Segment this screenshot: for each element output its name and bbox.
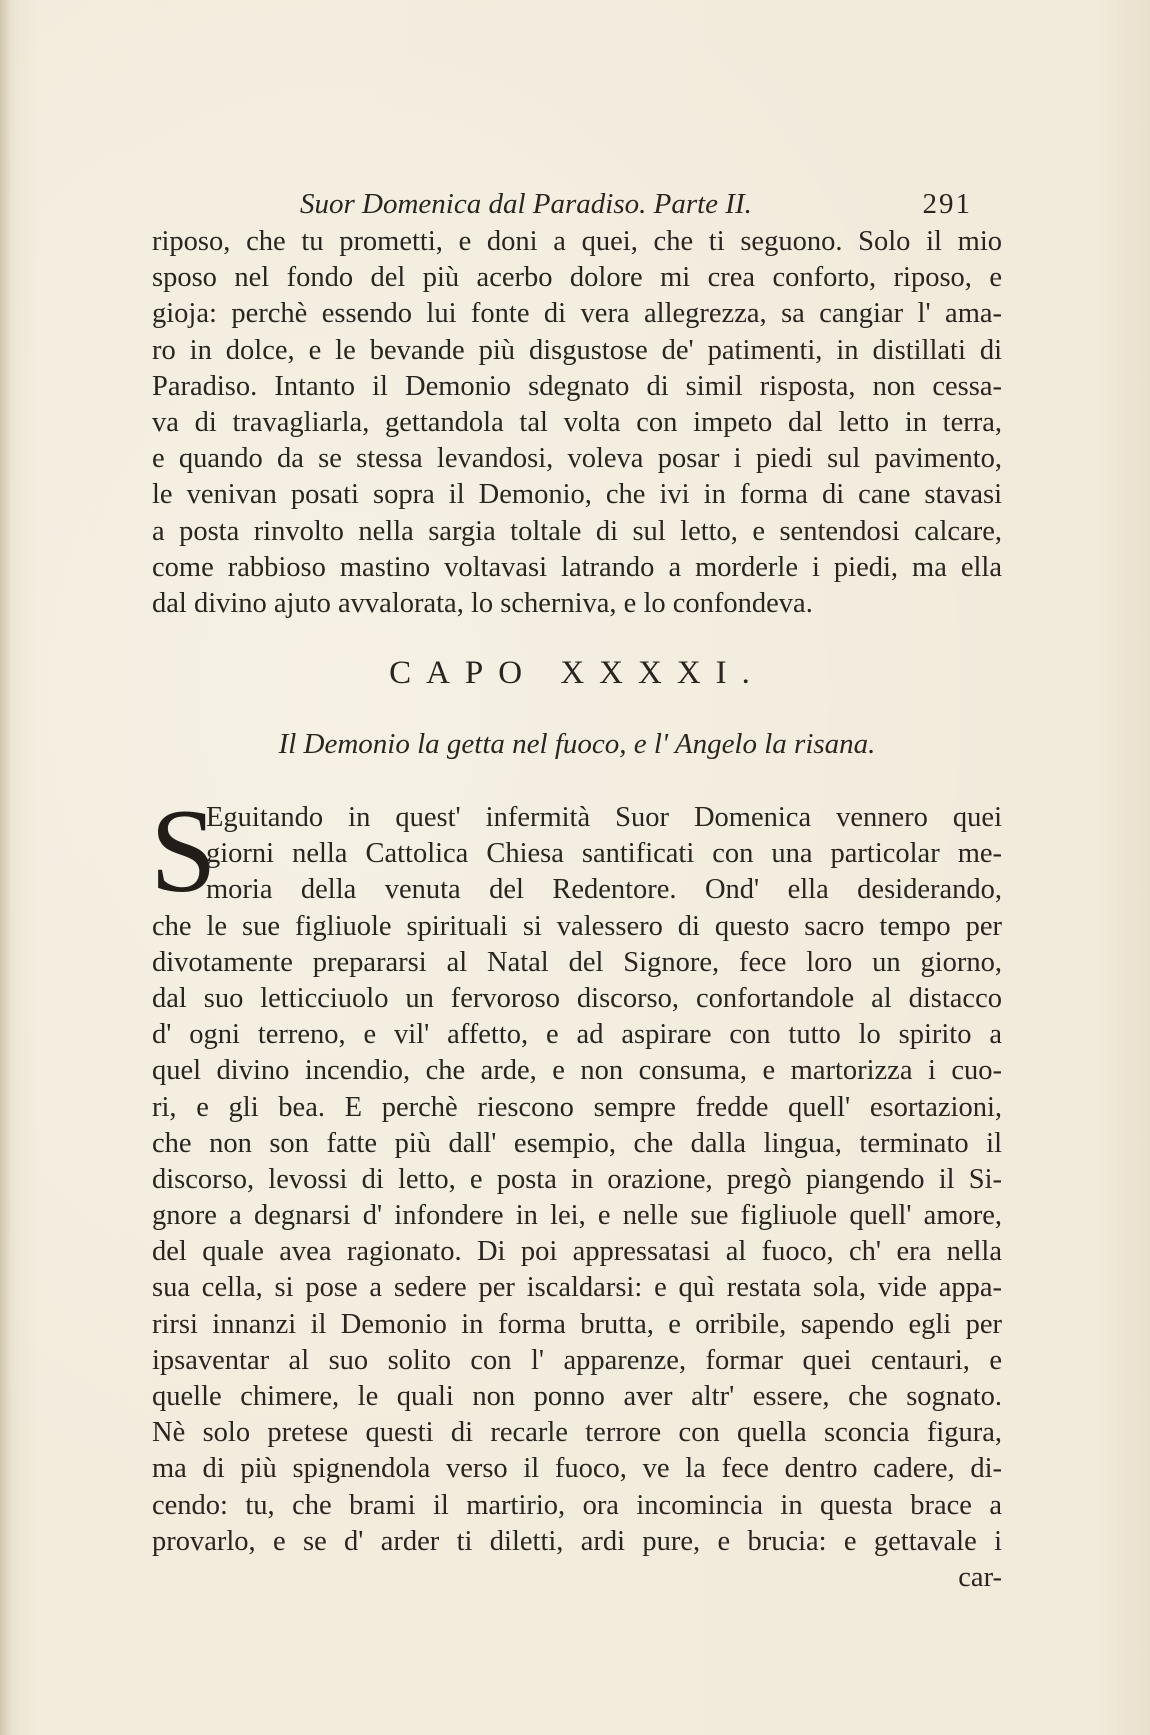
text-line: ipsaventar al suo solito con l' apparenze, formar quei centauri, e xyxy=(152,1344,1002,1376)
text-line: ma di più spignendola verso il fuoco, ve la fece dentro cadere, di- xyxy=(152,1453,1002,1485)
text-line: del quale avea ragionato. Di poi appressatasi al fuoco, ch' era nella xyxy=(152,1236,1002,1268)
text-line: dal divino ajuto avvalorata, lo scherniva, e lo confondeva. xyxy=(152,587,813,619)
text-line: Eguitando in quest' infermità Suor Domenica vennero quei xyxy=(206,802,1002,833)
chapter-subtitle: Il Demonio la getta nel fuoco, e l' Angelo la risana. xyxy=(278,728,876,760)
drop-cap: S xyxy=(150,784,217,917)
text-line: discorso, levossi di letto, e posta in orazione, pregò piangendo il Si- xyxy=(152,1163,1002,1195)
text-line: che le sue figliuole spirituali si valessero di questo sacro tempo per xyxy=(152,910,1002,942)
text-line: dal suo letticciuolo un fervoroso discorso, confortandole al distacco xyxy=(152,982,1002,1014)
running-title: Suor Domenica dal Paradiso. Parte II. xyxy=(300,188,752,220)
text-block-continued xyxy=(152,224,1002,622)
page-number: 291 xyxy=(922,188,972,220)
text-line: e quando da se stessa levandosi, voleva posar i piedi sul pavimento, xyxy=(152,443,1002,475)
text-line: gioja: perchè essendo lui fonte di vera allegrezza, sa cangiar l' ama- xyxy=(152,298,1002,330)
text-line: gnore a degnarsi d' infondere in lei, e nelle sue figliuole quell' amore, xyxy=(152,1200,1002,1232)
text-line: sua cella, si pose a sedere per iscaldarsi: e quì restata sola, vide appa- xyxy=(152,1272,1002,1304)
text-line: ri, e gli bea. E perchè riescono sempre fredde quell' esortazioni, xyxy=(152,1091,1002,1123)
catchword: car- xyxy=(958,1561,1002,1593)
text-line: le venivan posati sopra il Demonio, che ivi in forma di cane stavasi xyxy=(152,479,1002,511)
text-line: come rabbioso mastino voltavasi latrando a morderle i piedi, ma ella xyxy=(152,551,1002,583)
text-line: riposo, che tu prometti, e doni a quei, che ti seguono. Solo il mio xyxy=(152,226,1002,257)
text-line: ro in dolce, e le bevande più disgustose de' patimenti, in distillati di xyxy=(152,334,1002,366)
text-line: divotamente prepararsi al Natal del Signore, fece loro un giorno, xyxy=(152,946,1002,978)
text-line: provarlo, e se d' arder ti diletti, ardi pure, e brucia: e gettavale i xyxy=(152,1525,1002,1557)
page-spine-shadow xyxy=(0,0,10,1735)
text-line: che non son fatte più dall' esempio, che dalla lingua, terminato il xyxy=(152,1127,1002,1159)
text-line: quelle chimere, le quali non ponno aver altr' essere, che sognato. xyxy=(152,1381,1002,1412)
text-block-chapter xyxy=(152,800,1002,1596)
text-line: va di travagliarla, gettandola tal volta con impeto dal letto in terra, xyxy=(152,406,1002,438)
text-line: Nè solo pretese questi di recarle terrore con quella sconcia figura, xyxy=(152,1417,1002,1449)
running-header xyxy=(300,188,972,224)
text-line: d' ogni terreno, e vil' affetto, e ad aspirare con tutto lo spirito a xyxy=(152,1019,1002,1051)
text-line: giorni nella Cattolica Chiesa santificati con una particolar me- xyxy=(206,838,1002,870)
text-line: moria della venuta del Redentore. Ond' ella desiderando, xyxy=(206,874,1002,906)
text-line: sposo nel fondo del più acerbo dolore mi crea conforto, riposo, e xyxy=(152,262,1002,294)
text-line: rirsi innanzi il Demonio in forma brutta, e orribile, sapendo egli per xyxy=(152,1308,1002,1340)
text-line: cendo: tu, che brami il martirio, ora incomincia in questa brace a xyxy=(152,1489,1002,1521)
chapter-heading: CAPO XXXXI. xyxy=(389,655,765,691)
text-line: Paradiso. Intanto il Demonio sdegnato di simil risposta, non cessa- xyxy=(152,370,1002,402)
text-line: a posta rinvolto nella sargia toltale di sul letto, e sentendosi calcare, xyxy=(152,515,1002,547)
text-line: quel divino incendio, che arde, e non consuma, e martorizza i cuo- xyxy=(152,1055,1002,1087)
